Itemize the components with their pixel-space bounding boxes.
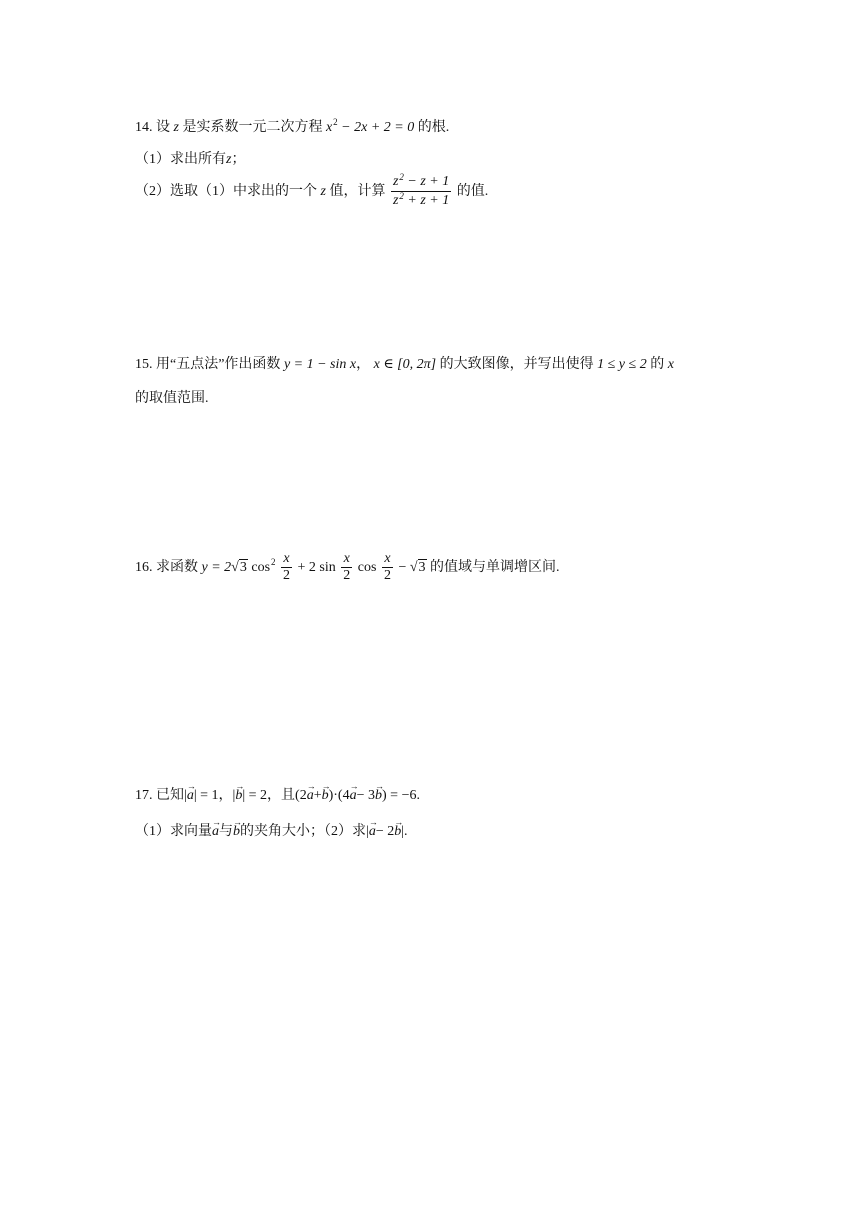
- q16-number: 16.: [135, 560, 153, 575]
- q16-fraction-1: $\frac{x}{2}$: [283, 551, 291, 584]
- q15-inequality: 1 ≤ y ≤ 2: [597, 357, 647, 372]
- q15-stem: 15. 用“五点法”作出函数 y = 1 − sin x， x ∈ [0, 2π] 的大致图像，并写出使得 1 ≤ y ≤ 2 的 x: [135, 357, 674, 372]
- q17-stem: 17. 已知|→ a| = 1，|→ b| = 2，且(2→ a+→ b)·(4→ a− 3→ b) = −6.: [135, 786, 420, 806]
- q17-number: 17.: [135, 788, 153, 803]
- q15-number: 15.: [135, 357, 153, 372]
- q14-equation: − 2x + 2 = 0: [341, 120, 415, 135]
- q14-stem: 14. 设 z 是实系数一元二次方程 $x^2 - 2x + 2 = 0$ 的根.: [135, 117, 450, 135]
- q15-function: y = 1 − sin x: [283, 357, 357, 372]
- q15-domain: x ∈ [0, 2π]: [373, 357, 437, 372]
- q17-parts: （1）求向量→ a与→ b的夹角大小；（2）求|→ a− 2→ b|.: [135, 822, 408, 842]
- q16-fraction-2: $\frac{x}{2}$: [343, 551, 351, 584]
- q14-number: 14.: [135, 120, 153, 135]
- q16-stem: 16. 求函数 y = 2√3 $\cos^2$ $\frac{x}{2}$ + 2 sin $\frac{x}{2}$ cos $\frac{x}{2}$ − √3 的值域与单调增区间.: [135, 551, 560, 584]
- q14-fraction: $\frac{z^2 - z + 1}{z^2 + z + 1}$: [392, 171, 450, 209]
- q16-fraction-3: $\frac{x}{2}$: [383, 551, 391, 584]
- q14-part1: （1）求出所有z；: [135, 152, 246, 167]
- q15-line2: 的取值范围.: [135, 391, 209, 406]
- q14-part2: （2）选取（1）中求出的一个 z 值，计算 $\frac{z^2 - z + 1}{z^2 + z + 1}$ 的值.: [135, 171, 489, 209]
